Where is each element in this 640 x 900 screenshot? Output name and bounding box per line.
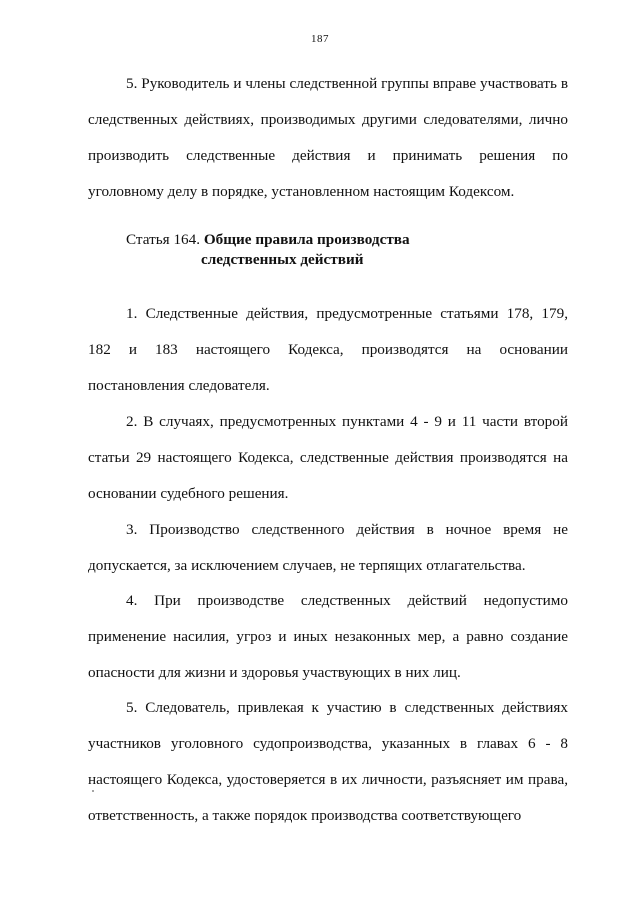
article-heading	[126, 230, 410, 270]
paragraph-1: 1. Следственные действия, предусмотренные статьями 178, 179, 182 и 183 настоящего Кодекса, производятся на основании постановления следователя.	[88, 305, 568, 394]
article-title-line1: Общие правила производства	[203, 231, 410, 248]
paragraph-2: 2. В случаях, предусмотренных пунктами 4 - 9 и 11 части второй статьи 29 настоящего Кодекса, следственные действия производятся на основании судебного решения.	[88, 413, 568, 502]
scan-speck	[92, 790, 94, 792]
paragraph-5: 5. Следователь, привлекая к участию в следственных действиях участников уголовного судопроизводства, указанных в главах 6 - 8 настоящего Кодекса, удостоверяется в их личности, разъясняет им права, ответственность, а также порядок производства соответствующего	[88, 699, 568, 824]
article-number: Статья 164.	[126, 231, 201, 248]
article-title-line2: следственных действий	[201, 251, 364, 268]
paragraph-4: 4. При производстве следственных действий недопустимо применение насилия, угроз и иных незаконных мер, а равно создание опасности для жизни и здоровья участвующих в них лиц.	[88, 592, 568, 681]
page-number: 187	[311, 33, 329, 45]
paragraph-3: 3. Производство следственного действия в ночное время не допускается, за исключением случаев, не терпящих отлагательства.	[88, 521, 568, 574]
paragraph-5-group-rights: 5. Руководитель и члены следственной группы вправе участвовать в следственных действиях, производимых другими следователями, лично производить следственные действия и принимать решения по уголовному делу в порядке, установленном настоящим Кодексом.	[88, 75, 568, 200]
